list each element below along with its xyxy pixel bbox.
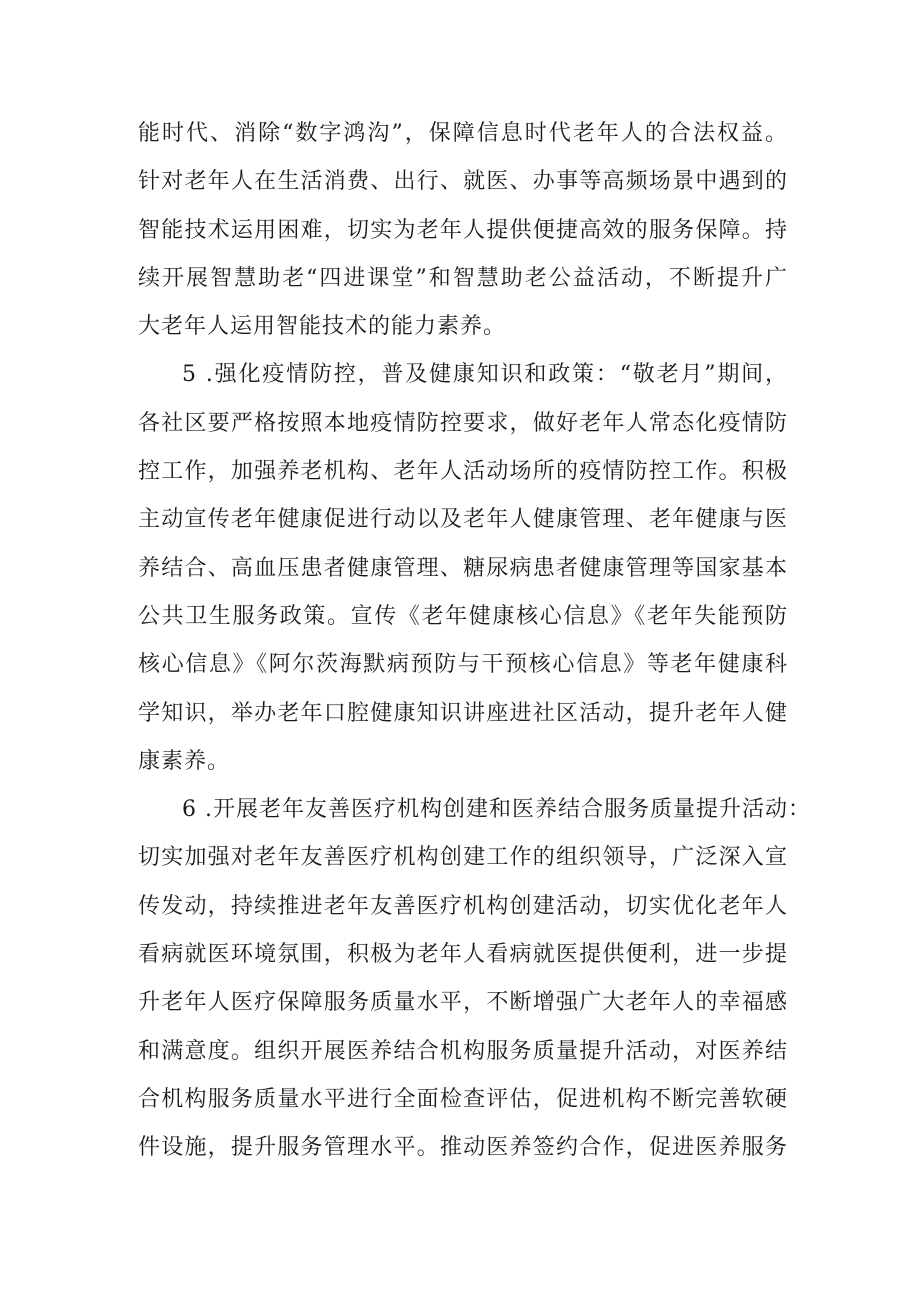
text-line: 公共卫生服务政策。宣传《老年健康核心信息》《老年失能预防 [138, 603, 788, 629]
text-line: 控工作，加强养老机构、老年人活动场所的疫情防控工作。积极 [138, 459, 788, 485]
section-5-heading-line: 5 .强化疫情防控，普及健康知识和政策：“敬老月”期间， [182, 362, 788, 388]
text-line: 传发动，持续推进老年友善医疗机构创建活动，切实优化老年人 [138, 893, 788, 919]
body-text [138, 110, 811, 1173]
text-line: 续开展智慧助老“四进课堂”和智慧助老公益活动，不断提升广 [138, 265, 788, 291]
text-line: 看病就医环境氛围，积极为老年人看病就医提供便利，进一步提 [138, 942, 788, 968]
text-line: 主动宣传老年健康促进行动以及老年人健康管理、老年健康与医 [138, 507, 788, 533]
text-line: 升老年人医疗保障服务质量水平，不断增强广大老年人的幸福感 [138, 990, 788, 1016]
text-line: 学知识，举办老年口腔健康知识讲座进社区活动，提升老年人健 [138, 700, 788, 726]
text-line: 核心信息》《阿尔茨海默病预防与干预核心信息》等老年健康科 [138, 652, 788, 678]
text-line: 合机构服务质量水平进行全面检查评估，促进机构不断完善软硬 [138, 1086, 788, 1112]
text-line: 养结合、高血压患者健康管理、糖尿病患者健康管理等国家基本 [138, 555, 788, 581]
text-line: 能时代、消除“数字鸿沟”，保障信息时代老年人的合法权益。 [138, 121, 788, 146]
text-line: 件设施，提升服务管理水平。推动医养签约合作，促进医养服务 [138, 1135, 788, 1161]
text-line: 康素养。 [138, 748, 231, 774]
text-line: 智能技术运用困难，切实为老年人提供便捷高效的服务保障。持 [138, 217, 788, 243]
text-line: 各社区要严格按照本地疫情防控要求，做好老年人常态化疫情防 [138, 410, 788, 436]
text-line: 切实加强对老年友善医疗机构创建工作的组织领导，广泛深入宣 [138, 845, 788, 871]
section-6-heading-line: 6 .开展老年友善医疗机构创建和医养结合服务质量提升活动： [182, 797, 811, 823]
text-line: 针对老年人在生活消费、出行、就医、办事等高频场景中遇到的 [138, 169, 788, 195]
text-line: 和满意度。组织开展医养结合机构服务质量提升活动，对医养结 [138, 1038, 788, 1064]
text-line: 大老年人运用智能技术的能力素养。 [138, 314, 507, 340]
